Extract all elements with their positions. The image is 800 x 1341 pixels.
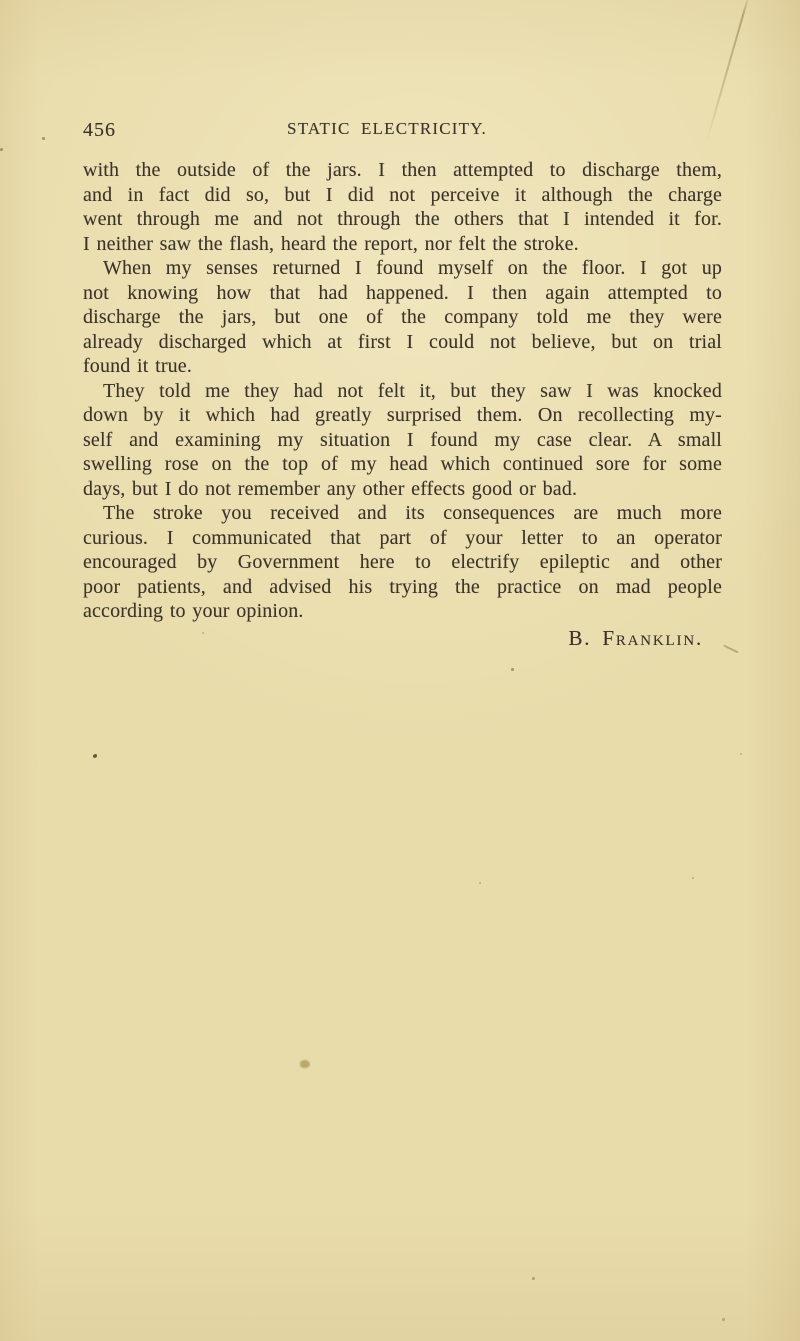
running-title: STATIC ELECTRICITY. [287,119,487,138]
body-text [83,158,722,624]
paragraph [83,256,722,379]
text-line: When my senses returned I found myself on the floor. I got up [103,257,722,279]
paper-speck [692,877,694,879]
text-line: I neither saw the flash, heard the report, nor felt the stroke. [83,232,579,255]
paper-crease [706,0,751,142]
paragraph [83,379,722,502]
page-number: 456 [83,119,116,141]
paper-speck [740,753,742,755]
paper-stain [300,1060,310,1068]
paper-scratch [723,645,738,653]
text-line: swelling rose on the top of my head which continued sore for some [83,453,722,475]
text-line: The stroke you received and its consequences are much more [103,502,722,524]
text-line: went through me and not through the others that I intended it for. [83,208,722,230]
text-line: down by it which had greatly surprised them. On recollecting my- [83,404,722,426]
paper-speck [532,1277,535,1280]
text-line: They told me they had not felt it, but they saw I was knocked [103,379,722,402]
text-line: found it true. [83,355,192,377]
text-line: self and examining my situation I found my case clear. A small [83,428,722,451]
paper-speck [511,668,514,671]
text-line: encouraged by Government here to electrify epileptic and other [83,551,722,573]
text-line: not knowing how that had happened. I then again attempted to [83,281,722,304]
author-signature: B. Franklin. [568,626,703,650]
text-line: according to your opinion. [83,600,304,622]
paragraph [83,501,722,624]
paper-speck [202,632,204,634]
paper-speck [479,882,481,884]
paper-speck [42,137,45,140]
text-line: poor patients, and advised his trying the practice on mad people [83,575,722,598]
text-line: with the outside of the jars. I then attempted to discharge them, [83,159,722,181]
text-line: curious. I communicated that part of your letter to an operator [83,526,722,549]
paragraph [83,158,722,256]
paper-speck [0,148,3,151]
text-line: already discharged which at first I could not believe, but on trial [83,330,722,353]
text-line: days, but I do not remember any other effects good or bad. [83,477,578,500]
paper-speck [93,754,97,758]
text-line: and in fact did so, but I did not perceive it although the charge [83,183,722,206]
text-line: discharge the jars, but one of the company told me they were [83,306,722,328]
paper-speck [722,1318,725,1321]
